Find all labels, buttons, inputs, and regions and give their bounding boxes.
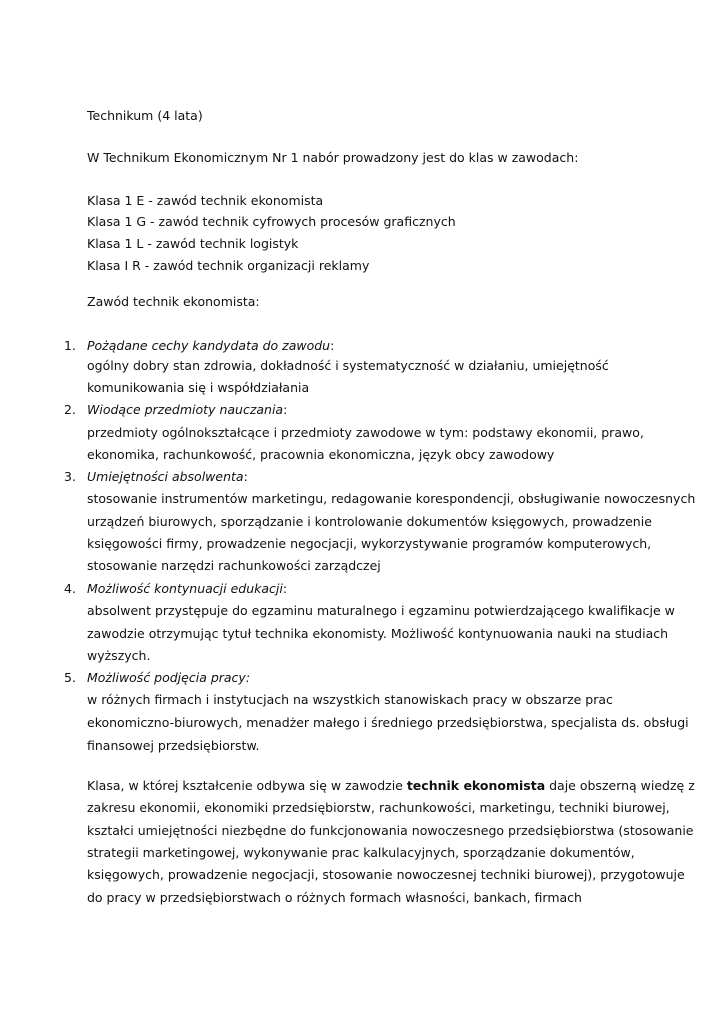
- closing-text-end: daje obszerną wiedzę z: [545, 778, 695, 793]
- intro-text: W Technikum Ekonomicznym Nr 1 nabór prowadzony jest do klas w zawodach:: [87, 150, 579, 165]
- list-item-text: wyższych.: [87, 648, 151, 663]
- list-item-label-text: Umiejętności absolwenta: [87, 469, 244, 484]
- list-number: 5.: [64, 670, 76, 685]
- section-title: Zawód technik ekonomista:: [87, 294, 260, 309]
- closing-text-start: Klasa, w której kształcenie odbywa się w zawodzie: [87, 778, 407, 793]
- list-item-text: urządzeń biurowych, sporządzanie i kontrolowanie dokumentów księgowych, prowadzenie: [87, 514, 652, 529]
- class-list-item: Klasa I R - zawód technik organizacji reklamy: [87, 258, 370, 273]
- list-item-text: stosowanie narzędzi rachunkowości zarządczej: [87, 558, 381, 573]
- closing-paragraph-line: strategii marketingowej, wykonywanie prac kalkulacyjnych, sporządzanie dokumentów,: [87, 845, 635, 860]
- class-list-item: Klasa 1 L - zawód technik logistyk: [87, 236, 299, 251]
- list-item-label-suffix: :: [243, 469, 248, 484]
- closing-paragraph-first-line: [87, 778, 695, 794]
- list-item-label-suffix: :: [283, 402, 288, 417]
- closing-paragraph-line: do pracy w przedsiębiorstwach o różnych formach własności, bankach, firmach: [87, 890, 582, 905]
- list-item-text: absolwent przystępuje do egzaminu maturalnego i egzaminu potwierdzającego kwalifikacje w: [87, 603, 675, 618]
- list-item-text: księgowości firmy, prowadzenie negocjacji, wykorzystywanie programów komputerowych,: [87, 536, 652, 551]
- class-list-item: Klasa 1 G - zawód technik cyfrowych procesów graficznych: [87, 214, 456, 229]
- list-item-label-suffix: :: [330, 338, 335, 353]
- list-item-label: [87, 338, 334, 354]
- document-title: Technikum (4 lata): [87, 108, 203, 123]
- list-item-text: przedmioty ogólnokształcące i przedmioty zawodowe w tym: podstawy ekonomii, prawo,: [87, 425, 644, 440]
- closing-paragraph-line: zakresu ekonomii, ekonomiki przedsiębiorstw, rachunkowości, marketingu, techniki biurowej,: [87, 800, 670, 815]
- closing-paragraph-line: kształci umiejętności niezbędne do funkcjonowania nowoczesnego przedsiębiorstwa (stosowanie: [87, 823, 694, 838]
- list-number: 2.: [64, 402, 76, 417]
- list-item-text: zawodzie otrzymując tytuł technika ekonomisty. Możliwość kontynuowania nauki na studiach: [87, 626, 669, 641]
- list-item-text: komunikowania się i współdziałania: [87, 380, 310, 395]
- list-item-text: ogólny dobry stan zdrowia, dokładność i systematyczność w działaniu, umiejętność: [87, 358, 609, 373]
- list-item-label-text: Pożądane cechy kandydata do zawodu: [87, 338, 331, 353]
- list-item-text: ekonomiczno-biurowych, menadżer małego i średniego przedsiębiorstwa, specjalista ds. obsługi: [87, 715, 689, 730]
- list-item-label-text: Możliwość podjęcia pracy:: [87, 670, 251, 685]
- list-item-text: ekonomika, rachunkowość, pracownia ekonomiczna, język obcy zawodowy: [87, 447, 555, 462]
- list-item-label-text: Możliwość kontynuacji edukacji: [87, 581, 283, 596]
- list-item-label-suffix: :: [282, 581, 288, 596]
- closing-highlight: technik ekonomista: [406, 778, 546, 793]
- list-number: 3.: [64, 469, 76, 484]
- list-item-text: stosowanie instrumentów marketingu, redagowanie korespondencji, obsługiwanie nowoczesnych: [87, 491, 696, 506]
- list-number: 4.: [64, 581, 76, 596]
- list-item-text: finansowej przedsiębiorstw.: [87, 738, 260, 753]
- list-item-label: [87, 402, 287, 418]
- list-item-label: [87, 670, 250, 686]
- list-item-label: [87, 581, 287, 597]
- list-item-label-text: Wiodące przedmioty nauczania: [87, 402, 284, 417]
- class-list-item: Klasa 1 E - zawód technik ekonomista: [87, 193, 324, 208]
- closing-paragraph-line: księgowych, prowadzenie negocjacji, stosowanie nowoczesnej techniki biurowej), przygotowuje: [87, 867, 685, 882]
- list-item-text: w różnych firmach i instytucjach na wszystkich stanowiskach pracy w obszarze prac: [87, 692, 613, 707]
- list-number: 1.: [64, 338, 76, 353]
- list-item-label: [87, 469, 248, 485]
